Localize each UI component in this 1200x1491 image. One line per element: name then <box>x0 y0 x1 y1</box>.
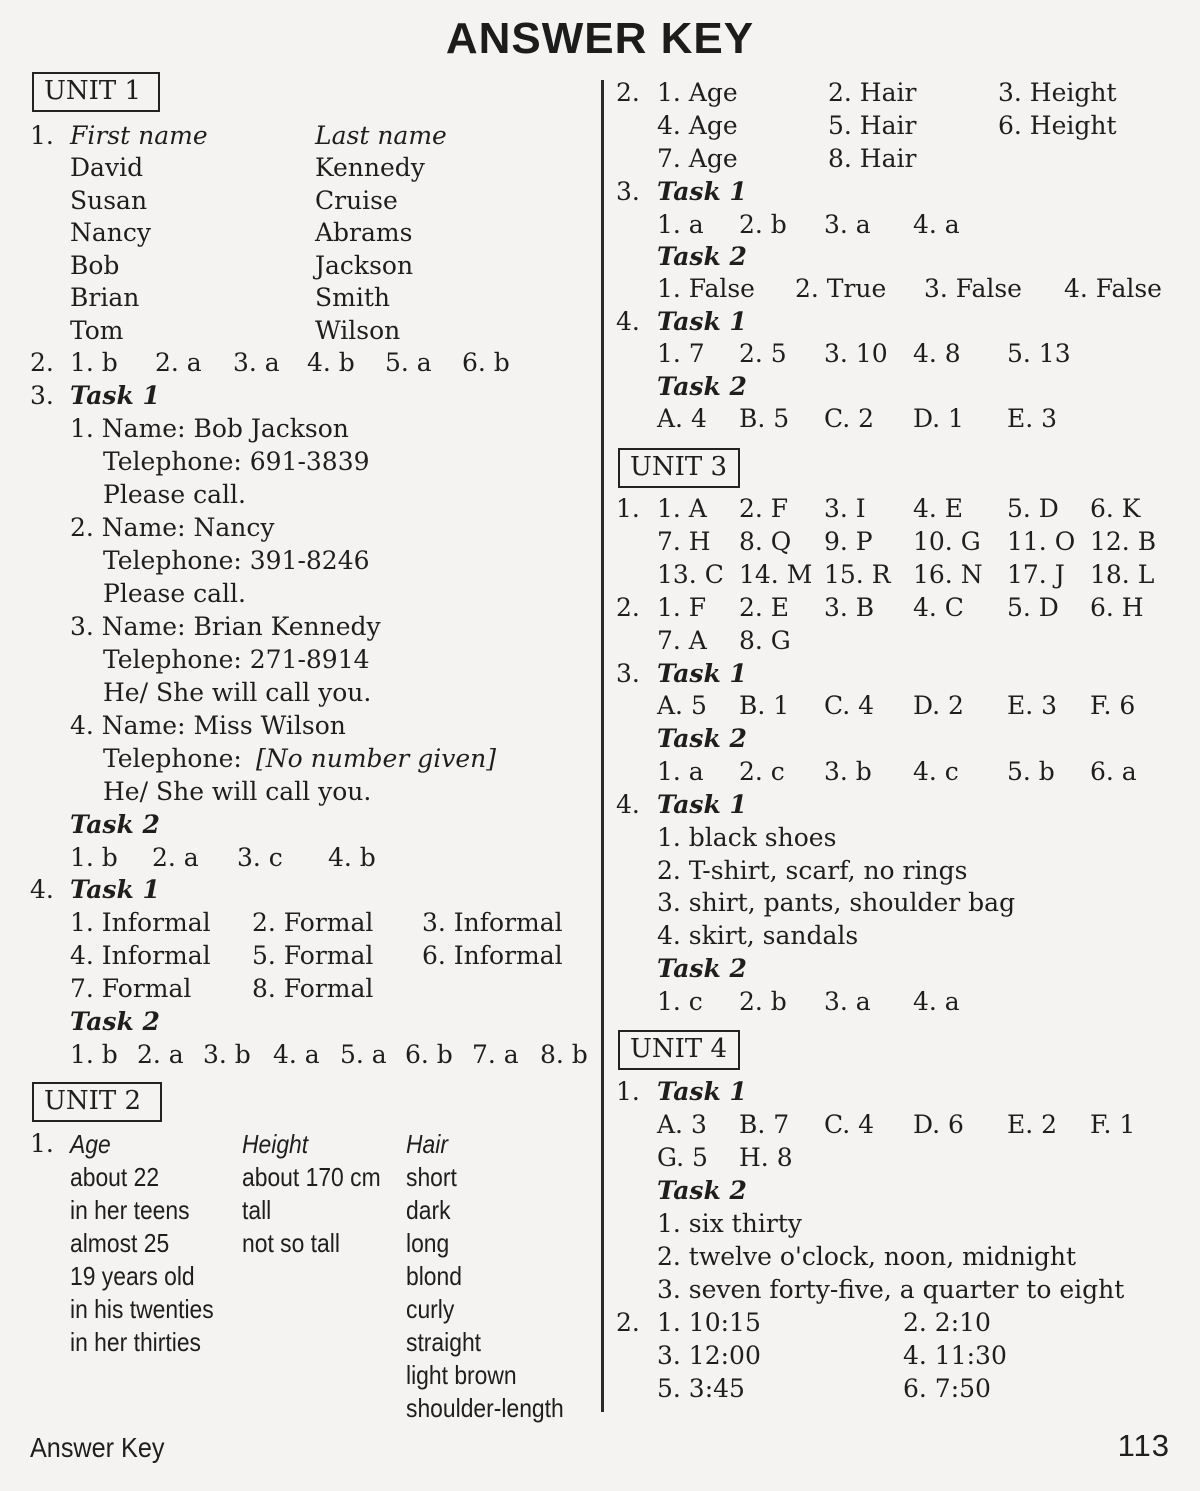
answer-text: straight <box>406 1327 482 1357</box>
answer-text: 4. c <box>913 757 959 786</box>
answer-text: 4. C <box>913 593 964 622</box>
answer-text: 4. 8 <box>913 339 961 368</box>
answer-text: 4. <box>616 790 640 819</box>
answer-text: 3. <box>30 381 54 410</box>
answer-text: 2. c <box>739 757 785 786</box>
answer-text: 8. G <box>739 626 791 655</box>
answer-text: shoulder-length <box>406 1393 564 1423</box>
answer-text: 9. P <box>824 527 873 556</box>
answer-text: tall <box>242 1195 272 1225</box>
answer-text: 7. Age <box>657 144 738 173</box>
answer-text: 10. G <box>913 527 981 556</box>
answer-text: 3. a <box>824 987 871 1016</box>
task-heading: Task 2 <box>657 242 747 271</box>
answer-text: C. 2 <box>824 404 875 433</box>
answer-text: 3. b <box>824 757 872 786</box>
answer-text: 1. six thirty <box>657 1209 802 1238</box>
answer-text: 6. K <box>1090 494 1141 523</box>
answer-text: curly <box>406 1294 455 1324</box>
answer-text: 2. T-shirt, scarf, no rings <box>657 856 968 885</box>
answer-text: 4. b <box>328 843 376 872</box>
answer-text: 1. b <box>70 1040 118 1069</box>
answer-text: F. 6 <box>1090 691 1136 720</box>
answer-text: H. 8 <box>739 1143 793 1172</box>
answer-text: 6. 7:50 <box>903 1374 991 1403</box>
answer-text: 8. Q <box>739 527 792 556</box>
answer-text: 3. b <box>203 1040 251 1069</box>
answer-text: G. 5 <box>657 1143 708 1172</box>
task-heading: Task 2 <box>657 372 747 401</box>
answer-text: E. 2 <box>1007 1110 1058 1139</box>
answer-text: 2. 5 <box>739 339 787 368</box>
answer-text: not so tall <box>242 1228 340 1258</box>
answer-text: E. 3 <box>1007 404 1058 433</box>
answer-text: 4. Name: Miss Wilson <box>70 711 346 740</box>
answer-text: light brown <box>406 1360 517 1390</box>
answer-text: 11. O <box>1007 527 1076 556</box>
task-heading: Task 1 <box>657 790 747 819</box>
answer-text: 6. b <box>405 1040 453 1069</box>
answer-text: 1. F <box>657 593 707 622</box>
answer-text: long <box>406 1228 450 1258</box>
answer-text: Jackson <box>315 251 414 280</box>
answer-text: 4. <box>616 307 640 336</box>
unit-heading: UNIT 2 <box>32 1082 162 1122</box>
answer-text: 1. <box>30 1129 54 1158</box>
answer-text: 18. L <box>1090 560 1155 589</box>
answer-text: 2. E <box>739 593 790 622</box>
answer-text: Bob <box>70 251 120 280</box>
answer-text: 7. Formal <box>70 974 192 1003</box>
answer-text: Telephone: 271-8914 <box>103 645 370 674</box>
answer-text: 3. <box>616 177 640 206</box>
answer-text: 3. <box>616 659 640 688</box>
answer-text: 5. a <box>340 1040 387 1069</box>
answer-text: 5. b <box>1007 757 1055 786</box>
answer-text: Telephone: <box>103 744 242 773</box>
answer-text: 2. <box>30 348 54 377</box>
answer-text: 4. <box>30 875 54 904</box>
task-heading: Task 2 <box>70 810 160 839</box>
answer-text: Telephone: 691-3839 <box>103 447 370 476</box>
answer-text: E. 3 <box>1007 691 1058 720</box>
answer-text: 3. 12:00 <box>657 1341 761 1370</box>
answer-text: about 170 cm <box>242 1162 381 1192</box>
answer-text: 5. D <box>1007 593 1059 622</box>
answer-text: 4. a <box>913 210 960 239</box>
answer-text: 1. False <box>657 274 755 303</box>
answer-text: 4. E <box>913 494 964 523</box>
answer-text: 2. True <box>795 274 887 303</box>
answer-text: 2. Name: Nancy <box>70 513 275 542</box>
answer-text: 3. Name: Brian Kennedy <box>70 612 381 641</box>
answer-text: C. 4 <box>824 1110 875 1139</box>
answer-text: David <box>70 153 144 182</box>
unit-heading: UNIT 3 <box>618 448 740 488</box>
answer-text: Brian <box>70 283 140 312</box>
page-number: 113 <box>1117 1428 1170 1463</box>
answer-text: 3. Height <box>998 78 1117 107</box>
answer-text: 2. Formal <box>252 908 374 937</box>
answer-text: 1. <box>616 1077 640 1106</box>
answer-text: 2. b <box>739 987 787 1016</box>
answer-text: 4. False <box>1064 274 1162 303</box>
answer-text: 2. <box>616 1308 640 1337</box>
answer-text: 2. a <box>155 348 202 377</box>
answer-text: Age <box>70 1129 111 1159</box>
answer-text: 3. B <box>824 593 875 622</box>
answer-text: 3. seven forty-five, a quarter to eight <box>657 1275 1125 1304</box>
answer-text: Susan <box>70 186 148 215</box>
answer-text: Tom <box>70 316 124 345</box>
answer-text: 4. a <box>913 987 960 1016</box>
answer-text: [No number given] <box>256 744 497 773</box>
task-heading: Task 1 <box>657 177 747 206</box>
answer-text: 5. 13 <box>1007 339 1071 368</box>
answer-text: 7. a <box>472 1040 519 1069</box>
answer-text: 5. Hair <box>828 111 917 140</box>
task-heading: Task 1 <box>70 381 160 410</box>
answer-text: 4. Informal <box>70 941 211 970</box>
answer-text: Cruise <box>315 186 398 215</box>
answer-text: 3. c <box>237 843 283 872</box>
answer-text: 3. 10 <box>824 339 888 368</box>
answer-text: F. 1 <box>1090 1110 1136 1139</box>
task-heading: Task 2 <box>657 1176 747 1205</box>
answer-text: 1. <box>616 494 640 523</box>
answer-text: dark <box>406 1195 451 1225</box>
answer-text: blond <box>406 1261 462 1291</box>
answer-text: 8. b <box>540 1040 588 1069</box>
answer-text: 2. 2:10 <box>903 1308 991 1337</box>
answer-text: 6. b <box>462 348 510 377</box>
answer-text: 1. a <box>657 757 704 786</box>
answer-text: 15. R <box>824 560 891 589</box>
answer-text: 3. I <box>824 494 866 523</box>
answer-text: 4. 11:30 <box>903 1341 1007 1370</box>
answer-text: Nancy <box>70 218 152 247</box>
answer-text: A. 5 <box>657 691 707 720</box>
answer-text: Wilson <box>315 316 401 345</box>
answer-text: short <box>406 1162 457 1192</box>
answer-text: Abrams <box>315 218 413 247</box>
task-heading: Task 2 <box>70 1007 160 1036</box>
answer-text: almost 25 <box>70 1228 170 1258</box>
answer-text: 4. Age <box>657 111 738 140</box>
answer-text: 5. a <box>385 348 432 377</box>
answer-text: 12. B <box>1090 527 1157 556</box>
task-heading: Task 1 <box>657 659 747 688</box>
answer-text: Height <box>242 1129 309 1159</box>
answer-text: 4. a <box>273 1040 320 1069</box>
answer-text: Please call. <box>103 579 246 608</box>
unit-heading: UNIT 1 <box>32 72 160 112</box>
answer-text: 5. D <box>1007 494 1059 523</box>
answer-text: 6. Height <box>998 111 1117 140</box>
answer-text: 1. Informal <box>70 908 211 937</box>
answer-text: about 22 <box>70 1162 160 1192</box>
answer-text: Telephone: 391-8246 <box>103 546 370 575</box>
answer-text: 2. a <box>152 843 199 872</box>
answer-text: 4. b <box>307 348 355 377</box>
answer-text: 4. skirt, sandals <box>657 921 859 950</box>
answer-text: 1. 10:15 <box>657 1308 761 1337</box>
answer-text: 2. a <box>137 1040 184 1069</box>
answer-text: 1. A <box>657 494 707 523</box>
answer-text: 6. Informal <box>422 941 563 970</box>
answer-text: Kennedy <box>315 153 425 182</box>
answer-text: First name <box>70 121 208 150</box>
footer-label: Answer Key <box>30 1432 165 1463</box>
answer-text: 1. black shoes <box>657 823 837 852</box>
answer-text: 3. a <box>824 210 871 239</box>
answer-text: Smith <box>315 283 390 312</box>
answer-text: 1. a <box>657 210 704 239</box>
page-title: ANSWER KEY <box>445 14 755 63</box>
answer-text: 14. M <box>739 560 813 589</box>
answer-text: 2. twelve o'clock, noon, midnight <box>657 1242 1077 1271</box>
task-heading: Task 1 <box>70 875 160 904</box>
answer-text: D. 2 <box>913 691 964 720</box>
answer-text: 3. Informal <box>422 908 563 937</box>
answer-text: Hair <box>406 1129 448 1159</box>
answer-text: 19 years old <box>70 1261 195 1291</box>
answer-text: 13. C <box>657 560 724 589</box>
answer-text: 1. c <box>657 987 703 1016</box>
answer-text: A. 4 <box>657 404 707 433</box>
answer-text: B. 7 <box>739 1110 790 1139</box>
answer-text: 3. a <box>233 348 280 377</box>
answer-text: in her teens <box>70 1195 190 1225</box>
answer-text: He/ She will call you. <box>103 678 372 707</box>
answer-text: 2. b <box>739 210 787 239</box>
task-heading: Task 2 <box>657 724 747 753</box>
answer-text: 2. <box>616 78 640 107</box>
answer-text: 8. Formal <box>252 974 374 1003</box>
answer-text: 1. 7 <box>657 339 705 368</box>
answer-text: 8. Hair <box>828 144 917 173</box>
answer-text: 1. Age <box>657 78 738 107</box>
answer-text: in his twenties <box>70 1294 214 1324</box>
answer-text: 3. shirt, pants, shoulder bag <box>657 888 1016 917</box>
answer-text: 2. <box>616 593 640 622</box>
answer-text: 1. b <box>70 843 118 872</box>
answer-text: Last name <box>315 121 447 150</box>
answer-text: 16. N <box>913 560 983 589</box>
answer-text: in her thirties <box>70 1327 201 1357</box>
answer-text: D. 1 <box>913 404 964 433</box>
answer-text: Please call. <box>103 480 246 509</box>
answer-text: 3. False <box>924 274 1022 303</box>
answer-text: 1. b <box>70 348 118 377</box>
answer-text: 17. J <box>1007 560 1065 589</box>
answer-text: A. 3 <box>657 1110 707 1139</box>
answer-text: 2. Hair <box>828 78 917 107</box>
answer-text: He/ She will call you. <box>103 777 372 806</box>
answer-text: 7. A <box>657 626 707 655</box>
answer-text: 6. H <box>1090 593 1144 622</box>
answer-text: 5. 3:45 <box>657 1374 745 1403</box>
answer-text: 5. Formal <box>252 941 374 970</box>
answer-text: 7. H <box>657 527 711 556</box>
answer-text: 1. <box>30 121 54 150</box>
answer-text: B. 1 <box>739 691 790 720</box>
answer-text: B. 5 <box>739 404 790 433</box>
answer-text: D. 6 <box>913 1110 964 1139</box>
answer-text: 2. F <box>739 494 789 523</box>
task-heading: Task 1 <box>657 307 747 336</box>
unit-heading: UNIT 4 <box>618 1030 740 1070</box>
answer-text: 6. a <box>1090 757 1137 786</box>
answer-text: 1. Name: Bob Jackson <box>70 414 349 443</box>
task-heading: Task 1 <box>657 1077 747 1106</box>
answer-text: C. 4 <box>824 691 875 720</box>
task-heading: Task 2 <box>657 954 747 983</box>
